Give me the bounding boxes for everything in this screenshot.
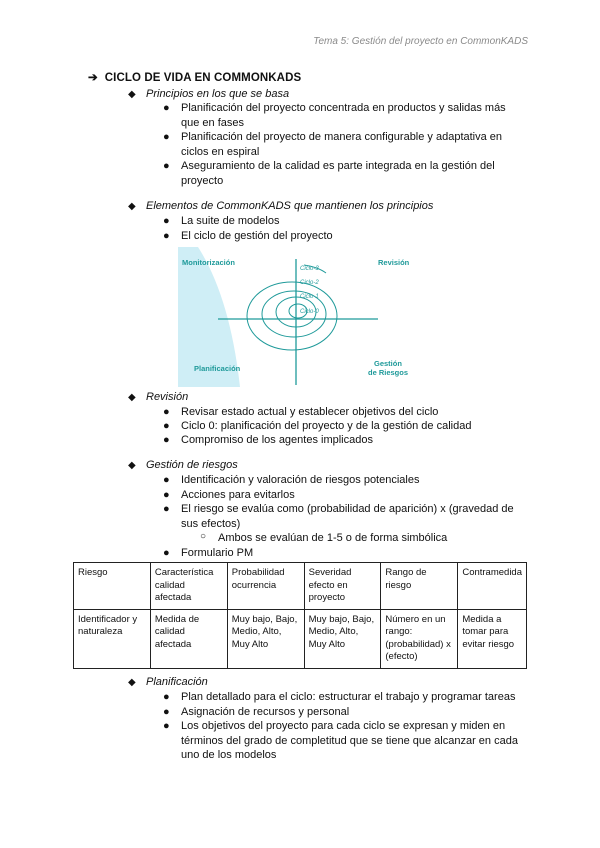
table-cell: Muy bajo, Bajo, Medio, Alto, Muy Alto — [304, 609, 381, 668]
heading-principios-text: Principios en los que se basa — [146, 88, 290, 100]
heading-planificacion — [128, 676, 208, 688]
spiral-diagram — [178, 247, 410, 387]
heading-elementos — [128, 200, 433, 212]
list-item-text: Los objetivos del proyecto para cada ciclo se expresan y miden en términos del grado de completitud que se tiene que alcanzar en cada uno de los modelos — [181, 720, 518, 761]
heading-planificacion-text: Planificación — [146, 676, 208, 688]
list-item — [163, 690, 523, 705]
list-item-text: Compromiso de los agentes implicados — [181, 434, 373, 446]
list-item — [163, 159, 523, 188]
list-item — [163, 488, 523, 503]
bullet-icon: ● — [163, 102, 170, 114]
label-ciclo-3: Ciclo-3 — [300, 266, 319, 272]
list-item-text: Revisar estado actual y establecer objetivos del ciclo — [181, 406, 439, 418]
page-header: Tema 5: Gestión del proyecto en CommonKADS — [313, 36, 528, 47]
bullet-icon: ● — [163, 215, 170, 227]
diamond-icon: ◆ — [128, 677, 136, 688]
table-cell: Medida de calidad afectada — [150, 609, 227, 668]
label-monitorizacion: Monitorización — [182, 258, 235, 267]
list-item-text: El ciclo de gestión del proyecto — [181, 230, 333, 242]
list-item-text: Formulario PM — [181, 547, 254, 559]
bullet-icon: ● — [163, 489, 170, 501]
heading-revision — [128, 391, 188, 403]
heading-revision-text: Revisión — [146, 391, 189, 403]
bullet-icon: ● — [163, 230, 170, 242]
list-item — [163, 229, 523, 244]
heading-riesgos — [128, 459, 238, 471]
list-item-text: Identificación y valoración de riesgos potenciales — [181, 474, 420, 486]
arrow-icon: ➔ — [88, 72, 98, 84]
list-item — [163, 502, 523, 531]
bullet-icon: ● — [163, 131, 170, 143]
table-cell: Medida a tomar para evitar riesgo — [458, 609, 527, 668]
list-item — [163, 405, 523, 420]
label-ciclo-1: Ciclo-1 — [300, 294, 319, 300]
list-item — [163, 705, 523, 720]
table-header-cell: Riesgo — [74, 563, 151, 610]
bullet-icon: ● — [163, 434, 170, 446]
table-cell: Identificador y naturaleza — [74, 609, 151, 668]
label-ciclo-2: Ciclo-2 — [300, 280, 319, 286]
label-riesgos: de Riesgos — [368, 368, 409, 377]
list-item-text: Acciones para evitarlos — [181, 489, 295, 501]
pm-form-table — [73, 562, 527, 669]
section-title-text: CICLO DE VIDA EN COMMONKADS — [104, 72, 302, 84]
list-item-text: La suite de modelos — [181, 215, 280, 227]
list-item-text: Asignación de recursos y personal — [181, 706, 350, 718]
table-row — [74, 609, 527, 668]
bullet-icon: ● — [163, 503, 170, 515]
bullet-icon: ● — [163, 720, 170, 732]
bullet-icon: ● — [163, 706, 170, 718]
table-cell: Número en un rango: (probabilidad) x (efecto) — [381, 609, 458, 668]
sub-list-item — [200, 532, 447, 544]
table-header-cell: Severidad efecto en proyecto — [304, 563, 381, 610]
list-item-text: Planificación del proyecto concentrada en productos y salidas más que en fases — [181, 102, 506, 129]
bullet-icon: ● — [163, 160, 170, 172]
heading-riesgos-text: Gestión de riesgos — [146, 459, 238, 471]
heading-principios — [128, 88, 289, 100]
label-revision: Revisión — [378, 258, 410, 267]
list-item — [163, 130, 523, 159]
table-cell: Muy bajo, Bajo, Medio, Alto, Muy Alto — [227, 609, 304, 668]
list-item — [163, 433, 523, 448]
list-item-text: Aseguramiento de la calidad es parte integrada en la gestión del proyecto — [181, 160, 495, 187]
diamond-icon: ◆ — [128, 89, 136, 100]
diamond-icon: ◆ — [128, 460, 136, 471]
bullet-icon: ● — [163, 691, 170, 703]
list-item-text: El riesgo se evalúa como (probabilidad de aparición) x (gravedad de sus efectos) — [181, 503, 514, 530]
list-item-text: Ciclo 0: planificación del proyecto y de la gestión de calidad — [181, 420, 472, 432]
label-ciclo-0: Ciclo-0 — [300, 309, 319, 315]
table-header-cell: Contramedida — [458, 563, 527, 610]
bullet-icon: ● — [163, 474, 170, 486]
list-item — [163, 214, 523, 229]
list-item — [163, 419, 523, 434]
list-item — [163, 101, 523, 130]
heading-elementos-text: Elementos de CommonKADS que mantienen los principios — [146, 200, 434, 212]
list-item-text: Plan detallado para el ciclo: estructurar el trabajo y programar tareas — [181, 691, 516, 703]
table-header-cell: Probabilidad ocurrencia — [227, 563, 304, 610]
list-item-text: Planificación del proyecto de manera configurable y adaptativa en ciclos en espiral — [181, 131, 503, 158]
label-gestion: Gestión — [374, 359, 402, 368]
bullet-icon: ● — [163, 406, 170, 418]
section-title — [88, 70, 301, 84]
sub-list-item-text: Ambos se evalúan de 1-5 o de forma simbólica — [218, 532, 448, 544]
list-item — [163, 473, 523, 488]
diamond-icon: ◆ — [128, 201, 136, 212]
circle-icon: ○ — [200, 531, 207, 542]
list-item — [163, 546, 523, 561]
list-item — [163, 719, 523, 763]
diamond-icon: ◆ — [128, 392, 136, 403]
table-header-cell: Rango de riesgo — [381, 563, 458, 610]
bullet-icon: ● — [163, 420, 170, 432]
table-header-row — [74, 563, 527, 610]
label-planificacion: Planificación — [194, 364, 241, 373]
table-header-cell: Característica calidad afectada — [150, 563, 227, 610]
bullet-icon: ● — [163, 547, 170, 559]
